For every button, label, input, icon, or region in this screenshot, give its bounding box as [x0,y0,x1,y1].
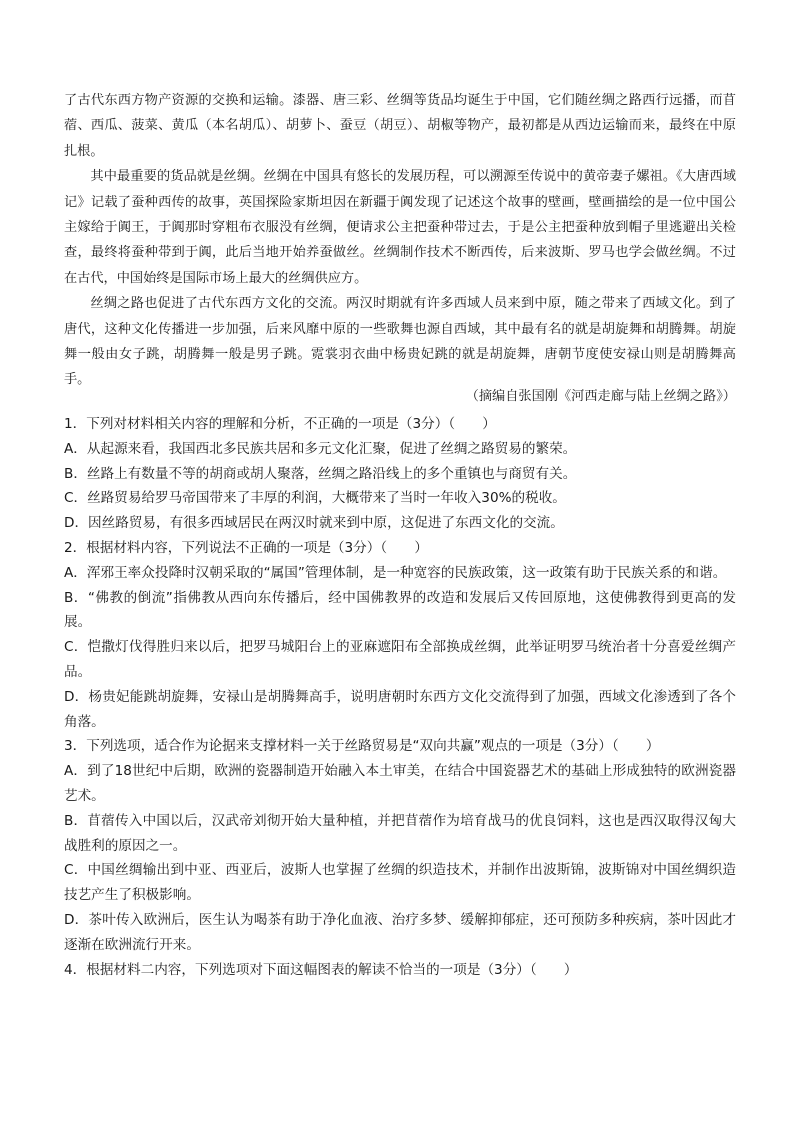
question-stem: 4．根据材料二内容，下列选项对下面这幅图表的解读不恰当的一项是（3分）（ ） [64,961,578,978]
option-d: D．茶叶传入欧洲后，医生认为喝茶有助于净化血液、治疗多梦、缓解抑郁症，还可预防多种疾病，茶叶因此才逐渐在欧洲流行开来。 [64,911,736,953]
option-a: A．浑邪王率众投降时汉朝采取的“属国”管理体制，是一种宽容的民族政策，这一政策有助于民族关系的和谐。 [64,564,727,581]
option-b: B．苜蓿传入中国以后，汉武帝刘彻开始大量种植，并把苜蓿作为培育战马的优良饲料，这也是西汉取得汉匈大战胜利的原因之一。 [64,812,736,854]
reading-passage [64,88,736,393]
option-c: C．丝路贸易给罗马帝国带来了丰厚的利润，大概带来了当时一年收入30%的税收。 [64,490,566,507]
question-list [64,412,736,982]
option-c: C．中国丝绸输出到中亚、西亚后，波斯人也掌握了丝绸的织造技术，并制作出波斯锦，波斯锦对中国丝绸织造技艺产生了积极影响。 [64,862,736,904]
question-2 [64,536,736,734]
option-b: B．“佛教的倒流”指佛教从西向东传播后，经中国佛教界的改造和发展后又传回原地，这使佛教得到更高的发展。 [64,589,736,631]
passage-paragraph-2: 其中最重要的货品就是丝绸。丝绸在中国具有悠长的发展历程，可以溯源至传说中的黄帝妻子嫘祖。《大唐西域记》记载了蚕种西传的故事，英国探险家斯坦因在新疆于阗发现了记述这个故事的壁画，壁画描绘的是一位中国公主嫁给于阗王，于阗那时穿粗布衣服没有丝绸，便请求公主把蚕种带过去，于是公主把蚕种放到帽子里逃避出关检查，最终将蚕种带到于阗，此后当地开始养蚕做丝。丝绸制作技术不断西传，后来波斯、罗马也学会做丝绸。不过在古代，中国始终是国际市场上最大的丝绸供应方。 [64,169,736,286]
question-1 [64,412,736,536]
passage-paragraph-1: 了古代东西方物产资源的交换和运输。漆器、唐三彩、丝绸等货品均诞生于中国，它们随丝绸之路西行远播，而苜蓿、西瓜、菠菜、黄瓜（本名胡瓜）、胡萝卜、蚕豆（胡豆）、胡椒等物产，最初都是从西边运输而来，最终在中原扎根。 [64,93,736,159]
question-3 [64,734,736,957]
question-stem: 1．下列对材料相关内容的理解和分析，不正确的一项是（3分）（ ） [64,416,496,432]
option-d: D．因丝路贸易，有很多西域居民在两汉时就来到中原，这促进了东西文化的交流。 [64,515,564,532]
option-d: D．杨贵妃能跳胡旋舞，安禄山是胡腾舞高手，说明唐朝时东西方文化交流得到了加强，西域文化渗透到了各个角落。 [64,688,736,730]
option-c: C．恺撒灯伐得胜归来以后，把罗马城阳台上的亚麻遮阳布全部换成丝绸，此举证明罗马统治者十分喜爱丝绸产品。 [64,639,736,680]
question-stem: 2．根据材料内容，下列说法不正确的一项是（3分）（ ） [64,539,428,556]
option-a: A．从起源来看，我国西北多民族共居和多元文化汇聚，促进了丝绸之路贸易的繁荣。 [64,440,577,457]
passage-paragraph-3: 丝绸之路也促进了古代东西方文化的交流。两汉时期就有许多西域人员来到中原，随之带来了西域文化。到了唐代，这种文化传播进一步加强，后来风靡中原的一些歌舞也源自西域，其中最有名的就是胡旋舞和胡腾舞。胡旋舞一般由女子跳，胡腾舞一般是男子跳。霓裳羽衣曲中杨贵妃跳的就是胡旋舞，唐朝节度使安禄山则是胡腾舞高手。 [64,296,736,388]
question-4 [64,958,736,983]
option-b: B．丝路上有数量不等的胡商或胡人聚落，丝绸之路沿线上的多个重镇也与商贸有关。 [64,465,577,482]
question-stem: 3．下列选项，适合作为论据来支撑材料一关于丝路贸易是“双向共赢”观点的一项是（3分）（ ） [64,738,660,755]
option-a: A．到了18世纪中后期，欧洲的瓷器制造开始融入本土审美，在结合中国瓷器艺术的基础上形成独特的欧洲瓷器艺术。 [64,763,736,804]
passage-source: （摘编自张国刚《河西走廊与陆上丝绸之路》） [465,389,736,404]
